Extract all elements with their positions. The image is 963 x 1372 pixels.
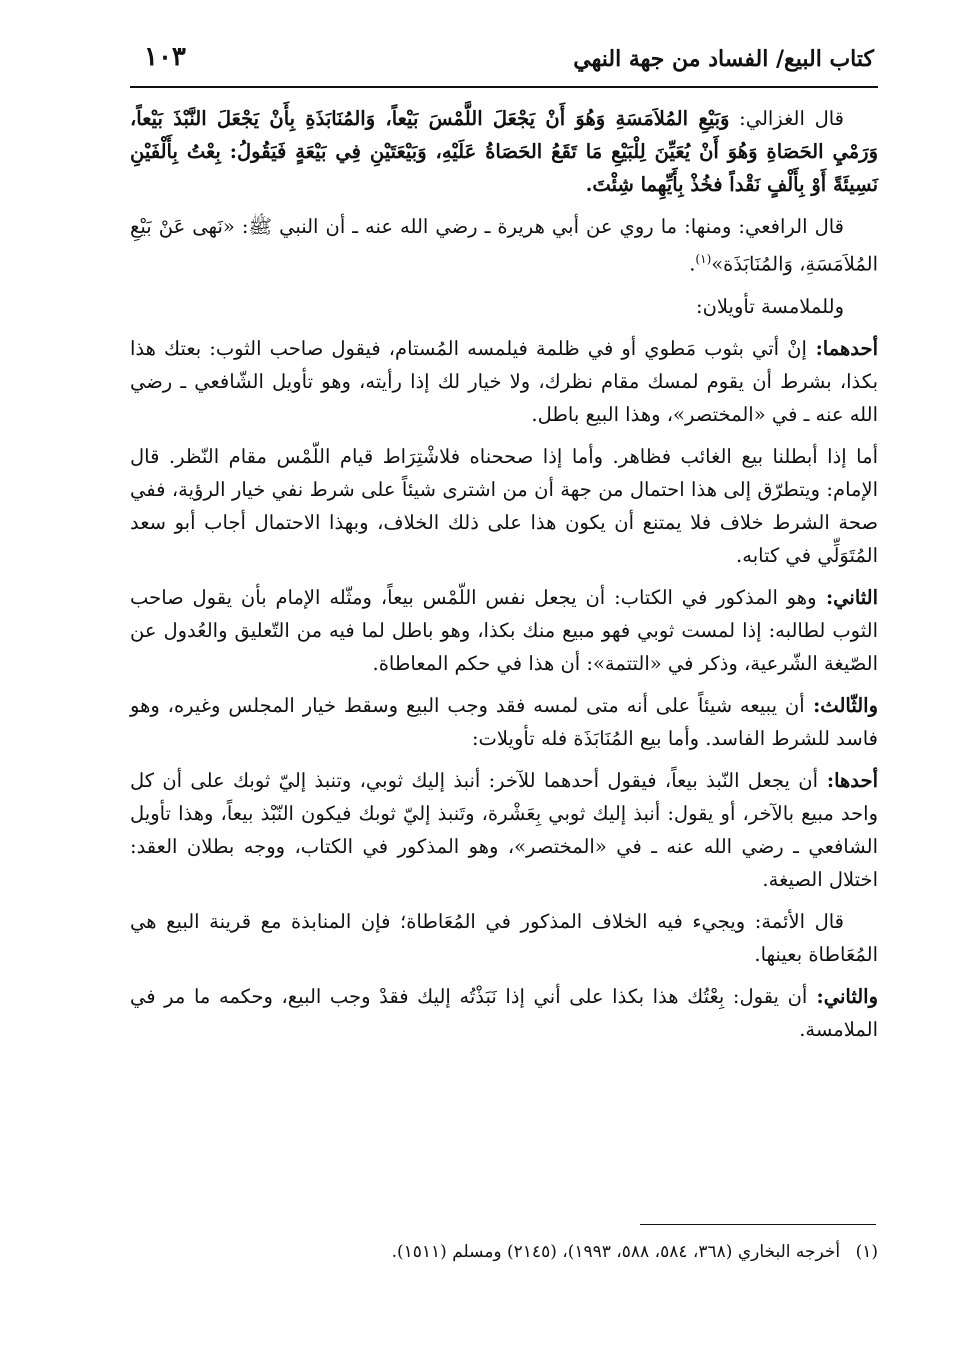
header-divider xyxy=(130,86,878,88)
paragraph-text: إنْ أتي بثوب مَطوي أو في ظلمة فيلمسه المُستام، فيقول صاحب الثوب: بعتك هذا بكذا، بشرط أن يقوم لمسك مقام نظرك، ولا خيار لك إذا رأيته، وهو تأويل الشّافعي ـ رضي الله عنه ـ في «المختصر»، وهذا البيع باطل. xyxy=(130,336,878,426)
paragraph-text: ويجيء فيه الخلاف المذكور في المُعَاطاة؛ فإن المنابذة مع قرينة البيع هي المُعَاطاة بعينها. xyxy=(130,909,878,966)
footnote xyxy=(130,1238,878,1266)
paragraph-text: ومنها: ما روي عن أبي هريرة ـ رضي الله عنه ـ أن النبي ﷺ: «نَهى عَنْ بَيْعِ المُلاَمَسَةِ، وَالمُنَابَذَة» xyxy=(130,215,878,276)
paragraph-lead: قال الرافعي: xyxy=(731,215,844,238)
paragraph-third-interpretation xyxy=(130,689,878,755)
footnote-divider xyxy=(640,1224,876,1225)
page-number: ١٠٣ xyxy=(144,42,186,72)
paragraph-second-interpretation xyxy=(130,581,878,680)
paragraph-first-interpretation xyxy=(130,332,878,431)
footnote-reference[interactable]: (١) xyxy=(695,252,712,266)
paragraph-tail: . xyxy=(689,252,696,276)
paragraph-lead: والثاني: xyxy=(807,984,878,1008)
paragraph-text: أن يجعل النّبذ بيعاً، فيقول أحدهما للآخر: أنبذ إليك ثوبي، وتنبذ إليّ ثوبك على أن كل واحد مبيع بالآخر، أو يقول: أنبذ إليك ثوبي بِعَشْرة، وتَنبذ إليّ ثوبك فيكون النّبْذ بيعاً، وهذا تأويل الشافعي ـ رضي الله عنه ـ في «المختصر»، وهو المذكور في الكتاب، ووجه بطلان العقد: اختلال الصيغة. xyxy=(130,768,878,891)
footnote-text: أخرجه البخاري (٣٦٨، ٥٨٤، ٥٨٨، ١٩٩٣)، (٢١٤٥) ومسلم (١٥١١). xyxy=(391,1242,841,1262)
paragraph-two-interpretations xyxy=(130,290,878,323)
paragraph-text: أن يبيعه شيئاً على أنه متى لمسه فقد وجب البيع وسقط خيار المجلس وغيره، وهو فاسد للشرط الفاسد. وأما بيع المُنَابَذَة فله تأويلات: xyxy=(130,693,878,750)
paragraph-text: وهو المذكور في الكتاب: أن يجعل نفس اللّمْس بيعاً، ومثّله الإمام بأن يقول صاحب الثوب لطالبه: إذا لمست ثوبي فهو مبيع منك بكذا، وهو باطل لما فيه من التّعليق والعُدول عن الصّيغة الشّرعية، وذكر في «التتمة»: أن هذا في حكم المعاطاة. xyxy=(130,585,878,675)
paragraph-munabadha-second xyxy=(130,980,878,1046)
paragraph-lead: قال الغزالي: xyxy=(729,107,844,130)
paragraph-lead: أحدهما: xyxy=(806,336,878,360)
paragraph-lead: الثاني: xyxy=(816,585,879,609)
paragraph-rafii xyxy=(130,210,878,281)
paragraph-imams xyxy=(130,905,878,971)
paragraph-lead: قال الأئمة: xyxy=(745,909,845,933)
paragraph-munabadha-first xyxy=(130,764,878,896)
paragraph-lead: والثّالث: xyxy=(804,693,878,717)
chapter-title: كتاب البيع/ الفساد من جهة النهي xyxy=(573,46,874,72)
paragraph-ghazali xyxy=(130,102,878,201)
paragraph-absent-sale xyxy=(130,440,878,572)
paragraph-lead: أحدها: xyxy=(818,768,879,792)
footnote-number: (١) xyxy=(855,1242,878,1262)
running-header xyxy=(130,38,878,82)
main-text xyxy=(130,102,878,1055)
paragraph-text: وَبَيْعِ المُلاَمَسَةِ وَهُوَ أَنْ يَجْعَلَ اللَّمْسَ بَيْعاً، وَالمُنَابَذَةِ بِأَنْ يَجْعَلَ النَّبْذَ بَيْعاً، وَرَمْيِ الحَصَاةِ وَهُوَ أَنْ يُعَيِّنَ لِلْبَيْعِ مَا تَقَعُ الحَصَاةُ عَلَيْهِ، وَبَيْعَتَيْنِ فِي بَيْعَةٍ فَيَقُولُ: بِعْتُ بِأَلْفَيْنِ نَسِيئَةً أَوْ بِأَلْفٍ نَقْداً فخُذْ بِأَيِّهِما شِئْتَ. xyxy=(130,107,878,196)
paragraph-text: أن يقول: بِعْتُك هذا بكذا على أني إذا نَبَذْتُه إليك فقدْ وجب البيع، وحكمه ما مر في الملامسة. xyxy=(130,984,878,1041)
paragraph-text: وللملامسة تأويلان: xyxy=(696,294,844,318)
paragraph-text: أما إذا أبطلنا بيع الغائب فظاهر. وأما إذا صححناه فلاشْتِرَاط قيام اللّمْس مقام النّظر. قال الإمام: ويتطرّق إلى هذا احتمال من جهة أن من اشترى شيئاً على شرط نفي خيار الرؤية، ففي صحة الشرط خلاف فلا يمتنع أن يكون هذا على ذلك الخلاف، وبهذا الاحتمال أجاب أبو سعد المُتَوَلِّي في كتابه. xyxy=(130,444,878,567)
